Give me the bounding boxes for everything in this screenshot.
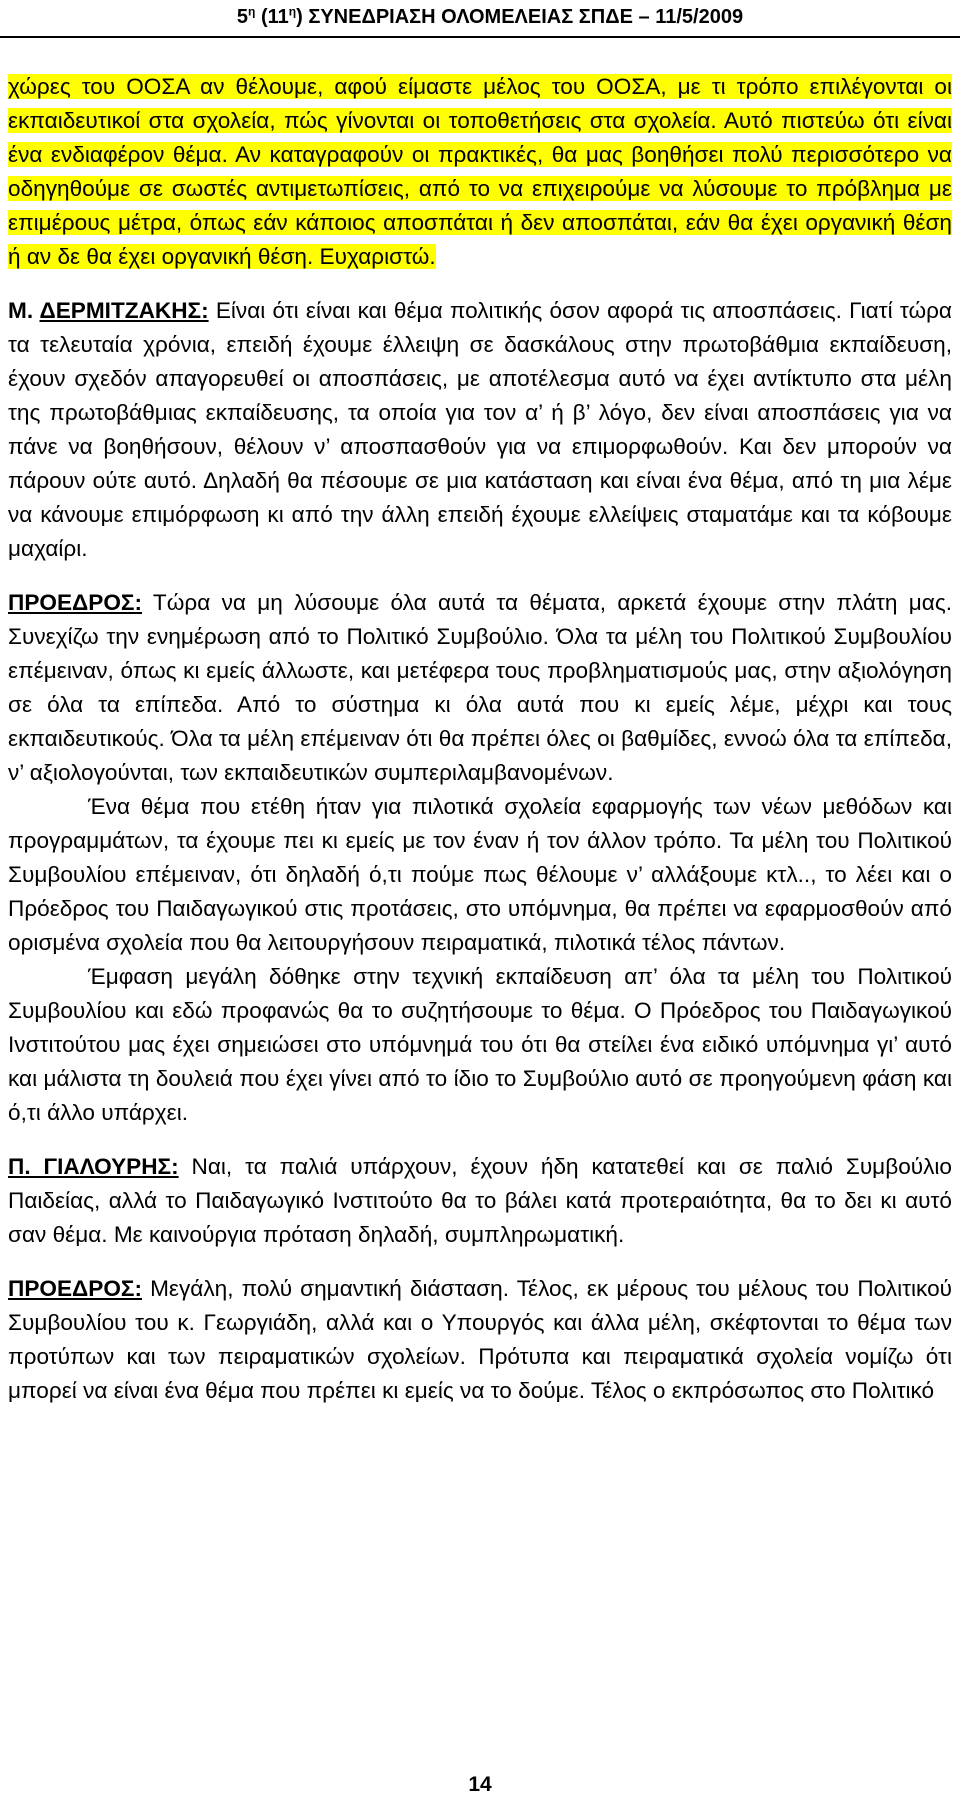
paragraph-technical-education: [8, 960, 952, 1130]
paragraph-president-1: [8, 586, 952, 790]
speaker-prefix: Μ.: [8, 298, 40, 323]
speaker-name: Π. ΓΙΑΛΟΥΡΗΣ:: [8, 1154, 179, 1179]
highlighted-text: χώρες του ΟΟΣΑ αν θέλουμε, αφού είμαστε μέλος του ΟΟΣΑ, με τι τρόπο επιλέγονται οι εκπαιδευτικοί στα σχολεία, πώς γίνονται οι τοποθετήσεις στα σχολεία. Αυτό πιστεύω ότι είναι ένα ενδιαφέρον θέμα. Αν καταγραφούν οι πρακτικές, θα μας βοηθήσει πολύ περισσότερο να οδηγηθούμε σε σωστές αντιμετωπίσεις, από το να επιχειρούμε να λύσουμε το πρόβλημα με επιμέρους μέτρα, όπως εάν κάποιος αποσπάται ή δεν αποσπάται, εάν θα έχει οργανική θέση ή αν δε θα έχει οργανική θέση. Ευχαριστώ.: [8, 74, 952, 269]
header-paren-number: (11: [260, 6, 289, 28]
paragraph-pilot-schools: [8, 790, 952, 960]
speech-text: Τώρα να μη λύσουμε όλα αυτά τα θέματα, αρκετά έχουμε στην πλάτη μας. Συνεχίζω την ενημέρωση από το Πολιτικό Συμβούλιο. Όλα τα μέλη του Πολιτικού Συμβουλίου επέμειναν, όπως κι εμείς άλλωστε, και μετέφερα τους προβληματισμούς μας, στην αξιολόγηση σε όλα τα επίπεδα. Από το σύστημα κι όλα αυτά που κι εμείς λέμε, μέχρι και τους εκπαιδευτικούς. Όλα τα μέλη επέμειναν ότι θα πρέπει όλες οι βαθμίδες, εννοώ όλα τα επίπεδα, ν’ αξιολογούνται, των εκπαιδευτικών συμπεριλαμβανομένων.: [8, 590, 952, 785]
speaker-name: ΔΕΡΜΙΤΖΑΚΗΣ:: [39, 298, 209, 323]
paragraph-dermitzakis: [8, 294, 952, 566]
speech-text: Μεγάλη, πολύ σημαντική διάσταση. Τέλος, εκ μέρους του μέλους του Πολιτικού Συμβουλίου του κ. Γεωργιάδη, αλλά και ο Υπουργός και άλλα μέλη, σκέφτονται το θέμα των προτύπων και των πειραματικών σχολείων. Πρότυπα και πειραματικά σχολεία νομίζω ότι μπορεί να είναι ένα θέμα που πρέπει κι εμείς να το δούμε. Τέλος ο εκπρόσωπος στο Πολιτικό: [8, 1276, 952, 1403]
paragraph-highlighted: [8, 70, 952, 274]
speech-text: Ναι, τα παλιά υπάρχουν, έχουν ήδη κατατεθεί και σε παλιό Συμβούλιο Παιδείας, αλλά το Παιδαγωγικό Ινστιτούτο θα το βάλει κατά προτεραιότητα, θα το δει κι αυτό σαν θέμα. Με καινούργια πρόταση δηλαδή, συμπληρωματική.: [8, 1154, 953, 1247]
header-rule: [0, 36, 960, 38]
document-body: [8, 70, 952, 1408]
page-header: [0, 2, 960, 42]
speaker-name: ΠΡΟΕΔΡΟΣ:: [8, 590, 142, 615]
header-superscript-1: η: [248, 4, 256, 19]
speech-text: Ένα θέμα που ετέθη ήταν για πιλοτικά σχολεία εφαρμογής των νέων μεθόδων και προγραμμάτων, τα έχουμε πει κι εμείς με τον έναν ή τον άλλον τρόπο. Τα μέλη του Πολιτικού Συμβουλίου επέμειναν, ότι δηλαδή ό,τι πούμε πως θέλουμε ν’ αλλάξουμε κτλ.., το λέει και ο Πρόεδρος του Παιδαγωγικού στις προτάσεις, στο υπόμνημα, θα πρέπει να εφαρμοσθούν από ορισμένα σχολεία που θα λειτουργήσουν πειραματικά, πιλοτικά τέλος πάντων.: [8, 794, 952, 955]
speech-text: Είναι ότι είναι και θέμα πολιτικής όσον αφορά τις αποσπάσεις. Γιατί τώρα τα τελευταία χρόνια, επειδή έχουμε έλλειψη σε δασκάλους στην πρωτοβάθμια εκπαίδευση, έχουν σχεδόν απαγορευθεί οι αποσπάσεις, με αποτέλεσμα αυτό να έχει αντίκτυπο στα μέλη της πρωτοβάθμιας εκπαίδευσης, τα οποία για τον α’ ή β’ λόγο, δεν είναι αποσπάσεις για να πάνε να βοηθήσουν, θέλουν ν’ αποσπασθούν για να επιμορφωθούν. Και δεν μπορούν να πάρουν ούτε αυτό. Δηλαδή θα πέσουμε σε μια κατάσταση και είναι ένα θέμα, από τη μια λέμε να κάνουμε επιμόρφωση κι από την άλλη επειδή έχουμε ελλείψεις σταματάμε και τα κόβουμε μαχαίρι.: [8, 298, 952, 561]
header-session-number: 5: [236, 6, 249, 28]
paragraph-gialouris: [8, 1150, 952, 1252]
paragraph-president-2: [8, 1272, 952, 1408]
header-title: [140, 2, 840, 32]
header-superscript-2: η: [288, 4, 297, 19]
page-number: 14: [468, 1773, 492, 1796]
speech-text: Έμφαση μεγάλη δόθηκε στην τεχνική εκπαίδευση απ’ όλα τα μέλη του Πολιτικού Συμβουλίου και εδώ προφανώς θα το συζητήσουμε το θέμα. Ο Πρόεδρος του Παιδαγωγικού Ινστιτούτου μας έχει σημειώσει στο υπόμνημά του ότι θα στείλει ένα ειδικό υπόμνημα γι’ αυτό και μάλιστα τη δουλειά που έχει γίνει από το ίδιο το Συμβούλιο αυτό σε προηγούμενη φάση και ό,τι άλλο υπάρχει.: [8, 964, 952, 1125]
header-paren-close: ): [296, 6, 303, 28]
speaker-name: ΠΡΟΕΔΡΟΣ:: [8, 1276, 142, 1301]
header-title-text: ΣΥΝΕΔΡΙΑΣΗ ΟΛΟΜΕΛΕΙΑΣ ΣΠΔΕ – 11/5/2009: [302, 6, 744, 28]
